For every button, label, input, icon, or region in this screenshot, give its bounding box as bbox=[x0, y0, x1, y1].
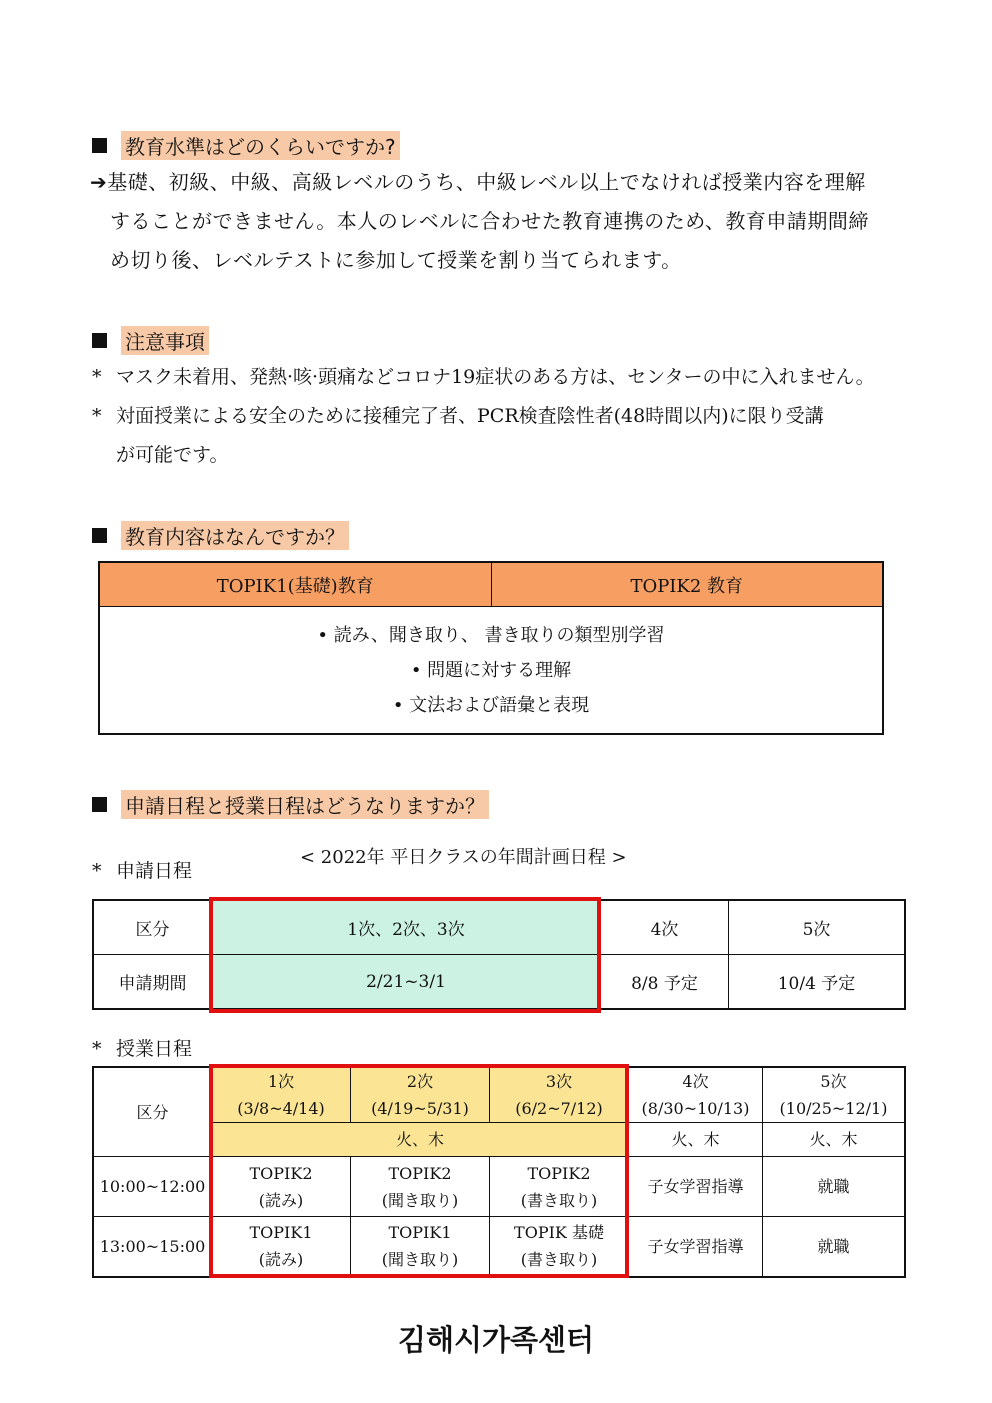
asterisk-icon: * bbox=[92, 405, 102, 427]
time-slot: 10:00~12:00 bbox=[93, 1157, 212, 1217]
section-heading-content bbox=[92, 521, 349, 550]
term-name: 2次 bbox=[406, 1072, 434, 1091]
term-range: (3/8~4/14) bbox=[237, 1099, 325, 1118]
label-text: 申請日程 bbox=[116, 860, 193, 882]
note-item bbox=[92, 397, 922, 436]
note-item bbox=[92, 358, 922, 397]
highlight-box bbox=[209, 1064, 629, 1278]
cell-period-label: 申請期間 bbox=[93, 955, 212, 1010]
cell-period-5: 10/4 予定 bbox=[729, 955, 906, 1010]
cell-terms-123: 1次、2次、3次 bbox=[212, 900, 601, 955]
note-text: が可能です。 bbox=[116, 444, 229, 466]
bullet-item: • 文法および語彙と表現 bbox=[392, 694, 590, 716]
class-type: (読み) bbox=[258, 1250, 304, 1270]
heading-text: 注意事項 bbox=[121, 326, 209, 355]
content-table bbox=[98, 561, 884, 735]
term-range: (4/19~5/31) bbox=[371, 1099, 469, 1118]
class-cell: 就職 bbox=[763, 1217, 906, 1277]
class-name: TOPIK1 bbox=[249, 1223, 313, 1243]
class-name: TOPIK1 bbox=[388, 1223, 452, 1243]
term-name: 5次 bbox=[820, 1072, 847, 1091]
class-cell: 子女学習指導 bbox=[629, 1217, 763, 1277]
class-cell: 子女学習指導 bbox=[629, 1157, 763, 1217]
highlight-box bbox=[209, 897, 601, 1013]
square-bullet-icon bbox=[92, 797, 107, 812]
days-123: 火、木 bbox=[212, 1123, 629, 1157]
term-range: (8/30~10/13) bbox=[641, 1099, 750, 1118]
bullet-item: • 読み、聞き取り、 書き取りの類型別学習 bbox=[317, 624, 665, 646]
term-name: 3次 bbox=[545, 1072, 573, 1091]
asterisk-icon: * bbox=[92, 1038, 102, 1060]
class-type: (聞き取り) bbox=[381, 1250, 459, 1270]
class-type: (聞き取り) bbox=[381, 1190, 459, 1210]
bullet-item: • 問題に対する理解 bbox=[410, 659, 572, 681]
level-paragraph bbox=[90, 163, 920, 280]
cell-term-5: 5次 bbox=[729, 900, 906, 955]
section-heading-level bbox=[92, 131, 400, 160]
heading-text: 教育水準はどのくらいですか? bbox=[121, 131, 400, 160]
heading-text: 教育内容はなんですか？ bbox=[121, 521, 349, 550]
asterisk-icon: * bbox=[92, 860, 102, 882]
label-text: 授業日程 bbox=[116, 1038, 193, 1060]
cell-kubun: 区分 bbox=[93, 1067, 212, 1157]
class-name: TOPIK 基礎 bbox=[514, 1223, 604, 1243]
time-slot: 13:00~15:00 bbox=[93, 1217, 212, 1277]
term-name: 4次 bbox=[682, 1072, 709, 1091]
class-name: TOPIK2 bbox=[249, 1163, 313, 1183]
cell-period-123: 2/21~3/1 bbox=[212, 955, 601, 1010]
class-label bbox=[92, 1030, 192, 1069]
class-name: TOPIK2 bbox=[388, 1163, 452, 1183]
square-bullet-icon bbox=[92, 333, 107, 348]
class-type: (書き取り) bbox=[520, 1190, 598, 1210]
heading-text: 申請日程と授業日程はどうなりますか？ bbox=[121, 790, 489, 819]
days-5: 火、木 bbox=[763, 1123, 906, 1157]
term-range: (6/2~7/12) bbox=[515, 1099, 603, 1118]
application-label bbox=[92, 852, 192, 891]
plan-title: < 2022年 平日クラスの年間計画日程 > bbox=[300, 847, 627, 868]
content-cell bbox=[99, 607, 883, 735]
note-text: マスク未着用、発熱·咳·頭痛などコロナ19症状のある方は、センターの中に入れません。 bbox=[116, 366, 875, 388]
term-4-cell bbox=[629, 1067, 763, 1123]
term-name: 1次 bbox=[267, 1072, 295, 1091]
class-type: (読み) bbox=[258, 1190, 304, 1210]
paragraph-line: することができません。本人のレベルに合わせた教育連携のため、教育申請期間締 bbox=[110, 209, 869, 233]
notes-list bbox=[92, 358, 922, 475]
cell-period-4: 8/8 予定 bbox=[601, 955, 729, 1010]
class-name: TOPIK2 bbox=[527, 1163, 591, 1183]
square-bullet-icon bbox=[92, 138, 107, 153]
term-range: (10/25~12/1) bbox=[779, 1099, 888, 1118]
paragraph-line: め切り後、レベルテストに参加して授業を割り当てられます。 bbox=[110, 248, 682, 272]
section-heading-notes bbox=[92, 326, 209, 355]
asterisk-icon: * bbox=[92, 366, 102, 388]
cell-kubun: 区分 bbox=[93, 900, 212, 955]
days-4: 火、木 bbox=[629, 1123, 763, 1157]
paragraph-line: ➔基礎、初級、中級、高級レベルのうち、中級レベル以上でなければ授業内容を理解 bbox=[90, 170, 866, 194]
square-bullet-icon bbox=[92, 528, 107, 543]
note-text: 対面授業による安全のために接種完了者、PCR検査陰性者(48時間以内)に限り受講 bbox=[116, 405, 824, 427]
cell-term-4: 4次 bbox=[601, 900, 729, 955]
section-heading-schedule bbox=[92, 790, 489, 819]
organization-name: 김해시가족센터 bbox=[397, 1323, 595, 1357]
term-5-cell bbox=[763, 1067, 906, 1123]
class-cell: 就職 bbox=[763, 1157, 906, 1217]
header-topik1: TOPIK1(基礎)教育 bbox=[99, 562, 491, 607]
header-topik2: TOPIK2 教育 bbox=[491, 562, 883, 607]
class-type: (書き取り) bbox=[520, 1250, 598, 1270]
